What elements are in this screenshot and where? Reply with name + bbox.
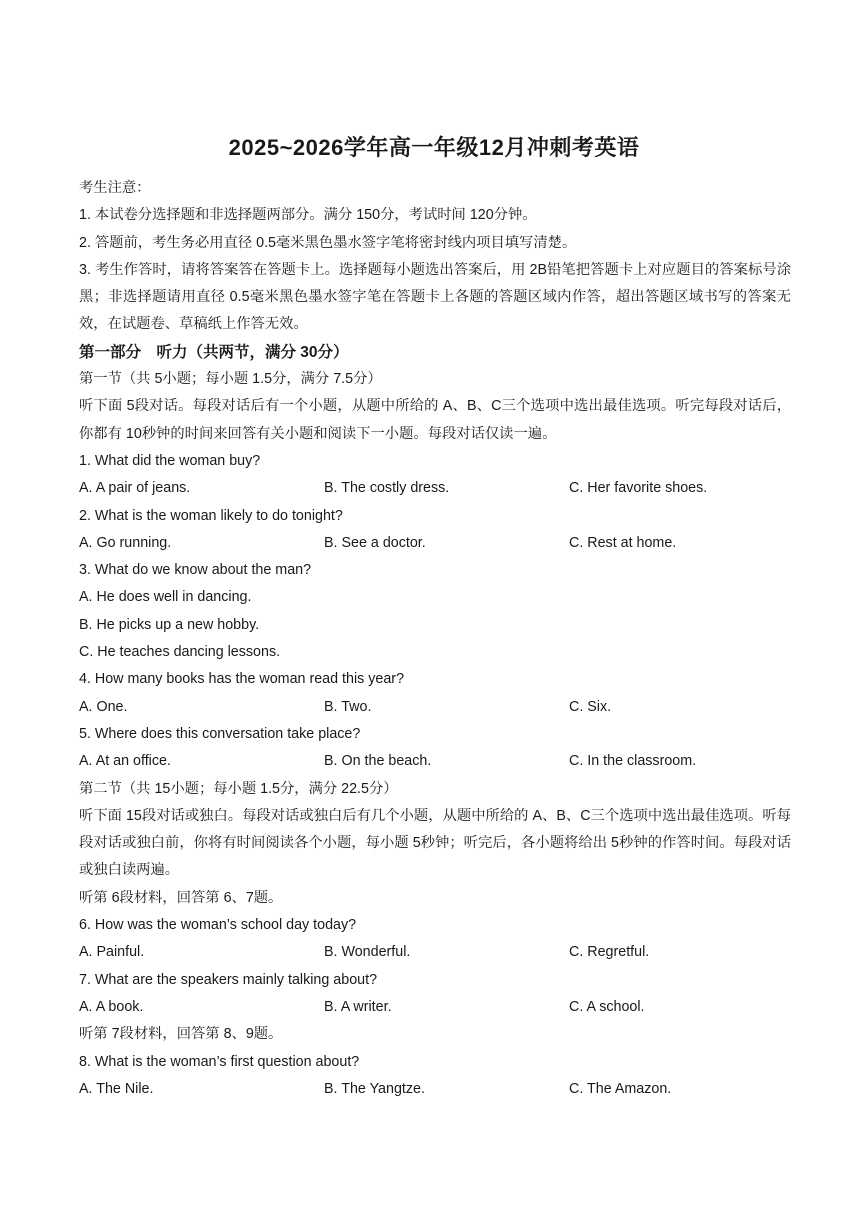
section1-heading: 第一节（共 5小题；每小题 1.5分，满分 7.5分） [79, 371, 382, 388]
option-a: A. Go running. [79, 534, 172, 551]
option-a: A. One. [79, 698, 128, 715]
option-b: B. See a doctor. [324, 534, 426, 551]
option-b: B. A writer. [324, 998, 392, 1015]
option-c: C. Rest at home. [569, 534, 677, 551]
question-7-options [79, 994, 791, 1021]
question-4: 4. How many books has the woman read this year? [79, 671, 405, 688]
question-2-options [79, 530, 791, 557]
option-b: B. He picks up a new hobby. [79, 616, 260, 633]
option-a: A. At an office. [79, 753, 171, 770]
material-7-note: 听第 7段材料，回答第 8、9题。 [79, 1026, 283, 1043]
option-b: B. The costly dress. [324, 480, 450, 497]
option-c: C. He teaches dancing lessons. [79, 644, 281, 661]
option-c: C. Regretful. [569, 944, 650, 961]
option-c: C. In the classroom. [569, 753, 697, 770]
question-5-options [79, 748, 791, 775]
notice-heading: 考生注意： [79, 180, 151, 196]
section2-instructions: 听下面 15段对话或独白。每段对话或独白后有几个小题，从题中所给的 A、B、C三个选项中选出最佳选项。听每段对话或独白前，你将有时间阅读各个小题，每小题 5秒钟；听完后，各小题将给出 5秒钟的作答时间。每段对话或独白读两遍。 [79, 807, 791, 879]
option-a: A. He does well in dancing. [79, 589, 252, 606]
option-c: C. Her favorite shoes. [569, 480, 708, 497]
question-2: 2. What is the woman likely to do tonight? [79, 507, 343, 524]
material-6-note: 听第 6段材料，回答第 6、7题。 [79, 889, 283, 906]
question-7: 7. What are the speakers mainly talking about? [79, 971, 378, 988]
exam-title: 2025~2026学年高一年级12月冲刺考英语 [228, 135, 640, 160]
option-b: B. On the beach. [324, 753, 432, 770]
question-6-options [79, 939, 791, 966]
option-a: A. Painful. [79, 944, 145, 961]
option-b: B. The Yangtze. [324, 1080, 425, 1097]
option-a: A. A pair of jeans. [79, 480, 191, 497]
option-a: A. The Nile. [79, 1080, 154, 1097]
option-a: A. A book. [79, 998, 144, 1015]
option-c: C. The Amazon. [569, 1080, 672, 1097]
section1-instructions: 听下面 5段对话。每段对话后有一个小题，从题中所给的 A、B、C三个选项中选出最佳选项。听完每段对话后，你都有 10秒钟的时间来回答有关小题和阅读下一小题。每段对话仅读一遍。 [79, 398, 791, 442]
question-1: 1. What did the woman buy? [79, 452, 261, 469]
option-b: B. Wonderful. [324, 944, 411, 961]
section2-heading: 第二节（共 15小题；每小题 1.5分，满分 22.5分） [79, 780, 398, 797]
question-3: 3. What do we know about the man? [79, 562, 312, 579]
notice-item-3: 3. 考生作答时，请将答案答在答题卡上。选择题每小题选出答案后，用 2B铅笔把答题卡上对应题目的答案标号涂黑；非选择题请用直径 0.5毫米黑色墨水签字笔在答题卡上各题的答题区域内作答，超出答题区域书写的答案无效，在试题卷、草稿纸上作答无效。 [79, 261, 791, 333]
option-c: C. A school. [569, 998, 645, 1015]
part1-heading: 第一部分 听力（共两节，满分 30分） [79, 343, 349, 361]
exam-content [79, 175, 791, 1103]
question-1-options [79, 475, 791, 502]
option-b: B. Two. [324, 698, 372, 715]
question-8: 8. What is the woman’s first question about? [79, 1053, 360, 1070]
notice-item-2: 2. 答题前，考生务必用直径 0.5毫米黑色墨水签字笔将密封线内项目填写清楚。 [79, 234, 577, 251]
option-c: C. Six. [569, 698, 612, 715]
question-4-options [79, 694, 791, 721]
question-6: 6. How was the woman’s school day today? [79, 917, 357, 934]
question-8-options [79, 1076, 791, 1103]
question-5: 5. Where does this conversation take place? [79, 725, 361, 742]
notice-item-1: 1. 本试卷分选择题和非选择题两部分。满分 150分，考试时间 120分钟。 [79, 207, 537, 224]
